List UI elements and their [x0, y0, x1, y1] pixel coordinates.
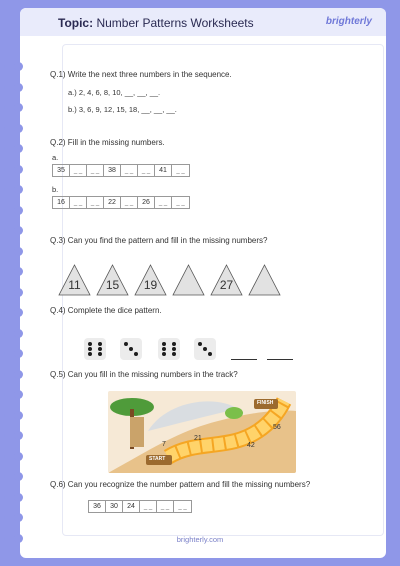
q2-a-cell: 35: [53, 165, 70, 176]
worksheet-header: [20, 8, 386, 36]
triangle: [134, 264, 167, 296]
track-illustration: [108, 391, 296, 473]
q6-cells: [88, 500, 192, 513]
q6-cell: 30: [106, 501, 123, 512]
binding-ring: [4, 103, 38, 111]
q2-prompt: Q.2) Fill in the missing numbers.: [50, 138, 165, 147]
binding-ring: [4, 206, 38, 214]
track-number: 7: [162, 441, 166, 448]
binding-ring: [4, 144, 38, 152]
worksheet-page: [20, 8, 386, 558]
binding-ring: [4, 452, 38, 460]
q2-b-cell-blank[interactable]: [155, 197, 172, 208]
q6-prompt: Q.6) Can you recognize the number pattern and fill the missing numbers?: [50, 480, 311, 489]
binding-ring: [4, 83, 38, 91]
topic-title: [58, 16, 254, 30]
binding-ring: [4, 411, 38, 419]
q6-cell: 36: [89, 501, 106, 512]
binding-ring: [4, 267, 38, 275]
binding-ring: [4, 124, 38, 132]
die-four: [84, 338, 106, 360]
binding-ring: [4, 472, 38, 480]
q6-cell-blank[interactable]: [174, 501, 191, 512]
die-three: [194, 338, 216, 360]
q1-b: b.) 3, 6, 9, 12, 15, 18, __, __, __.: [68, 105, 177, 114]
die-four: [158, 338, 180, 360]
q6-cell-blank[interactable]: [157, 501, 174, 512]
triangle-number: 27: [219, 278, 234, 292]
triangle-blank[interactable]: [172, 264, 205, 296]
q2-a-cell-blank[interactable]: [121, 165, 138, 176]
binding-ring: [4, 493, 38, 501]
q3-prompt: Q.3) Can you find the pattern and fill in the missing numbers?: [50, 236, 268, 245]
binding-ring: [4, 62, 38, 70]
finish-sign: FINISH: [257, 400, 274, 406]
q2-a-cell-blank[interactable]: [70, 165, 87, 176]
binding-ring: [4, 370, 38, 378]
track-number: 42: [247, 442, 255, 449]
triangle: [96, 264, 129, 296]
die-three: [120, 338, 142, 360]
q2-a-cell-blank[interactable]: [138, 165, 155, 176]
track-number: 21: [194, 435, 202, 442]
q6-cell-blank[interactable]: [140, 501, 157, 512]
binding-ring: [4, 247, 38, 255]
q2-b-cells: [52, 196, 190, 209]
q2-b-cell-blank[interactable]: [121, 197, 138, 208]
q2-b-cell: 26: [138, 197, 155, 208]
q4-prompt: Q.4) Complete the dice pattern.: [50, 306, 162, 315]
q2-b-cell-blank[interactable]: [87, 197, 104, 208]
q2-b-cell: 22: [104, 197, 121, 208]
binding-ring: [4, 390, 38, 398]
brighterly-logo: brighterly: [325, 16, 372, 27]
q2-b-cell-blank[interactable]: [172, 197, 189, 208]
dice-answer-line[interactable]: [231, 359, 257, 360]
triangle-number: 11: [68, 278, 81, 292]
binding-ring: [4, 349, 38, 357]
q5-prompt: Q.5) Can you fill in the missing numbers in the track?: [50, 370, 238, 379]
dice-answer-line[interactable]: [267, 359, 293, 360]
binding-ring: [4, 329, 38, 337]
q2-a-label: a.: [52, 153, 59, 162]
q2-a-cells: [52, 164, 190, 177]
q2-b-cell-blank[interactable]: [70, 197, 87, 208]
triangle: [58, 264, 91, 296]
q2-b-label: b.: [52, 185, 59, 194]
binding-ring: [4, 308, 38, 316]
start-sign: START: [149, 456, 166, 462]
track-number: 56: [273, 424, 281, 431]
binding-ring: [4, 226, 38, 234]
binding-ring: [4, 165, 38, 173]
spiral-binding: [4, 50, 34, 550]
q2-b-cell: 16: [53, 197, 70, 208]
q6-cell: 24: [123, 501, 140, 512]
q1-a: a.) 2, 4, 6, 8, 10, __, __, __.: [68, 88, 161, 97]
binding-ring: [4, 431, 38, 439]
binding-ring: [4, 288, 38, 296]
q2-a-cell-blank[interactable]: [172, 165, 189, 176]
binding-ring: [4, 513, 38, 521]
topic-value: Number Patterns Worksheets: [96, 16, 254, 30]
q1-prompt: Q.1) Write the next three numbers in the sequence.: [50, 70, 232, 79]
q2-a-cell: 38: [104, 165, 121, 176]
binding-ring: [4, 185, 38, 193]
footer-site: brighterly.com: [176, 535, 224, 544]
triangle-blank[interactable]: [248, 264, 281, 296]
triangle: [210, 264, 243, 296]
q2-a-cell-blank[interactable]: [87, 165, 104, 176]
q2-a-cell: 41: [155, 165, 172, 176]
triangle-number: 19: [143, 278, 158, 292]
triangle-number: 15: [105, 278, 120, 292]
topic-label: Topic:: [58, 16, 94, 30]
